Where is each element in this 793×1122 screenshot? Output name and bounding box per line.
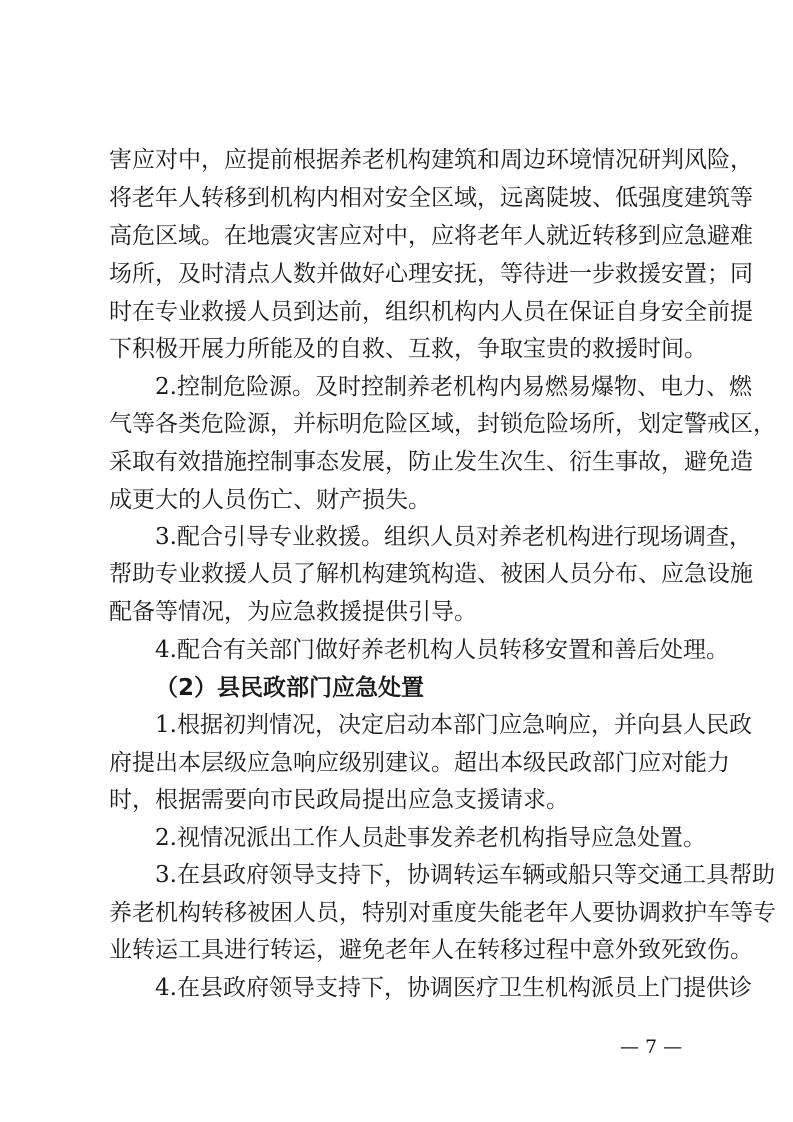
text-line: 1.根据初判情况，决定启动本部门应急响应，并向县人民政 (155, 712, 752, 738)
text-line: 场所，及时清点人数并做好心理安抚，等待进一步救援安置；同 (109, 261, 753, 287)
text-line: 气等各类危险源，并标明危险区域，封锁危险场所，划定警戒区， (109, 411, 776, 437)
text-line: 府提出本层级应急响应级别建议。超出本级民政部门应对能力 (109, 750, 730, 776)
text-line: 高危区域。在地震灾害应对中，应将老年人就近转移到应急避难 (109, 223, 753, 249)
text-line: 帮助专业救援人员了解机构建筑构造、被困人员分布、应急设施 (109, 561, 753, 587)
text-line: 养老机构转移被困人员，特别对重度失能老年人要协调救护车等专 (109, 900, 776, 926)
text-line: 采取有效措施控制事态发展，防止发生次生、衍生事故，避免造 (109, 449, 753, 475)
text-line: 成更大的人员伤亡、财产损失。 (109, 487, 431, 513)
text-line: 3.在县政府领导支持下，协调转运车辆或船只等交通工具帮助 (155, 862, 775, 888)
page-number: — 7 — (620, 1036, 683, 1058)
text-line: 3.配合引导专业救援。组织人员对养老机构进行现场调查， (155, 524, 752, 550)
text-line: 时，根据需要向市民政局提出应急支援请求。 (109, 787, 569, 813)
text-line: 将老年人转移到机构内相对安全区域，远离陡坡、低强度建筑等 (109, 185, 753, 211)
text-line: 4.在县政府领导支持下，协调医疗卫生机构派员上门提供诊 (155, 975, 752, 1001)
text-line: 2.视情况派出工作人员赴事发养老机构指导应急处置。 (155, 825, 706, 851)
text-line: 配备等情况，为应急救援提供引导。 (109, 599, 477, 625)
text-line: 下积极开展力所能及的自救、互救，争取宝贵的救援时间。 (109, 336, 707, 362)
text-line: 害应对中，应提前根据养老机构建筑和周边环境情况研判风险， (109, 147, 753, 173)
section-heading: （2）县民政部门应急处置 (155, 675, 425, 701)
text-line: 2.控制危险源。及时控制养老机构内易燃易爆物、电力、燃 (155, 374, 752, 400)
text-line: 时在专业救援人员到达前，组织机构内人员在保证自身安全前提 (109, 299, 753, 325)
text-line: 4.配合有关部门做好养老机构人员转移安置和善后处理。 (155, 637, 729, 663)
text-line: 业转运工具进行转运，避免老年人在转移过程中意外致死致伤。 (109, 937, 753, 963)
